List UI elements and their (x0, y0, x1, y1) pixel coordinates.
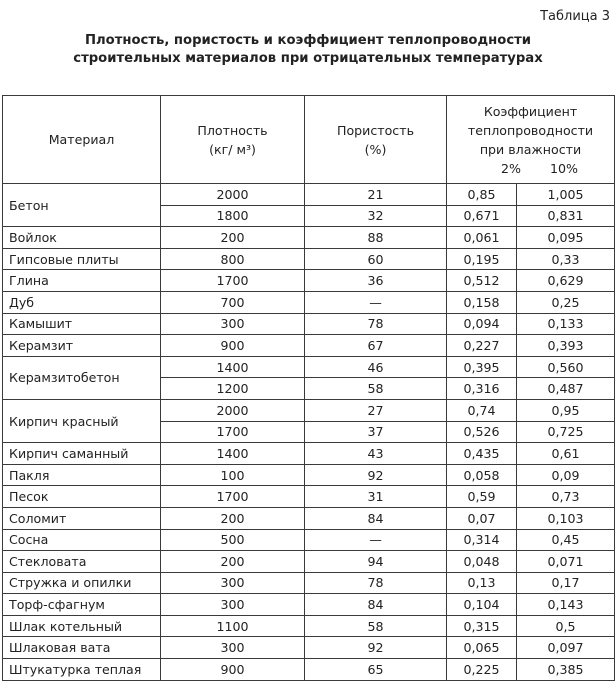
density-cell: 1800 (161, 205, 305, 227)
table-row (3, 659, 615, 681)
density-cell: 700 (161, 291, 305, 313)
density-cell: 2000 (161, 184, 305, 206)
density-cell: 900 (161, 335, 305, 357)
material-name: Камышит (3, 313, 161, 335)
coef-2-cell: 0,158 (447, 291, 517, 313)
porosity-cell: 43 (305, 443, 447, 465)
coef-2-cell: 0,104 (447, 594, 517, 616)
density-cell: 2000 (161, 399, 305, 421)
table-row (3, 507, 615, 529)
density-cell: 200 (161, 551, 305, 573)
header-humidity-10: 10% (550, 160, 579, 176)
table-row (3, 529, 615, 551)
coef-10-cell: 0,45 (517, 529, 615, 551)
density-cell: 200 (161, 507, 305, 529)
coef-10-cell: 0,61 (517, 443, 615, 465)
porosity-cell: 37 (305, 421, 447, 443)
porosity-cell: 78 (305, 572, 447, 594)
porosity-cell: 58 (305, 378, 447, 400)
header-coefficient: Коэффициент теплопроводности при влажности 2% 10% (447, 96, 615, 184)
coef-10-cell: 0,393 (517, 335, 615, 357)
porosity-cell: 21 (305, 184, 447, 206)
porosity-cell: — (305, 291, 447, 313)
coef-10-cell: 0,95 (517, 399, 615, 421)
coef-2-cell: 0,526 (447, 421, 517, 443)
table-row (3, 248, 615, 270)
coef-2-cell: 0,59 (447, 486, 517, 508)
material-name: Сосна (3, 529, 161, 551)
porosity-cell: 67 (305, 335, 447, 357)
porosity-cell: 88 (305, 227, 447, 249)
density-cell: 1100 (161, 615, 305, 637)
porosity-cell: 58 (305, 615, 447, 637)
material-name: Глина (3, 270, 161, 292)
porosity-cell: 78 (305, 313, 447, 335)
coef-10-cell: 0,385 (517, 659, 615, 681)
coef-10-cell: 0,5 (517, 615, 615, 637)
table-title (0, 32, 616, 68)
porosity-cell: 36 (305, 270, 447, 292)
density-cell: 500 (161, 529, 305, 551)
coef-10-cell: 0,17 (517, 572, 615, 594)
material-name: Гипсовые плиты (3, 248, 161, 270)
table-row (3, 615, 615, 637)
density-cell: 1400 (161, 443, 305, 465)
density-cell: 200 (161, 227, 305, 249)
material-name: Кирпич саманный (3, 443, 161, 465)
porosity-cell: 31 (305, 486, 447, 508)
header-density: Плотность (кг/ м³) (161, 96, 305, 184)
table-row (3, 291, 615, 313)
density-cell: 300 (161, 313, 305, 335)
coef-2-cell: 0,314 (447, 529, 517, 551)
coef-2-cell: 0,061 (447, 227, 517, 249)
porosity-cell: 27 (305, 399, 447, 421)
material-name: Пакля (3, 464, 161, 486)
density-cell: 900 (161, 659, 305, 681)
coef-2-cell: 0,13 (447, 572, 517, 594)
coef-2-cell: 0,74 (447, 399, 517, 421)
material-name: Керамзит (3, 335, 161, 357)
table-row (3, 227, 615, 249)
title-line-2: строительных материалов при отрицательных температурах (73, 51, 543, 66)
header-material: Материал (3, 96, 161, 184)
material-name: Бетон (3, 184, 161, 227)
density-cell: 300 (161, 594, 305, 616)
coef-2-cell: 0,512 (447, 270, 517, 292)
material-name: Песок (3, 486, 161, 508)
coef-10-cell: 0,097 (517, 637, 615, 659)
table-row (3, 486, 615, 508)
table-row (3, 594, 615, 616)
coef-2-cell: 0,671 (447, 205, 517, 227)
porosity-cell: — (305, 529, 447, 551)
porosity-cell: 65 (305, 659, 447, 681)
table-row (3, 637, 615, 659)
material-name: Соломит (3, 507, 161, 529)
material-name: Кирпич красный (3, 399, 161, 442)
porosity-cell: 60 (305, 248, 447, 270)
material-name: Керамзитобетон (3, 356, 161, 399)
header-porosity: Пористость (%) (305, 96, 447, 184)
porosity-cell: 92 (305, 464, 447, 486)
table-row (3, 313, 615, 335)
density-cell: 100 (161, 464, 305, 486)
material-name: Дуб (3, 291, 161, 313)
material-name: Шлаковая вата (3, 637, 161, 659)
header-humidity-2: 2% (501, 160, 521, 176)
table-row (3, 464, 615, 486)
materials-table (2, 95, 615, 681)
table-row (3, 356, 615, 378)
density-cell: 1200 (161, 378, 305, 400)
density-cell: 300 (161, 637, 305, 659)
coef-2-cell: 0,065 (447, 637, 517, 659)
coef-10-cell: 0,133 (517, 313, 615, 335)
coef-2-cell: 0,058 (447, 464, 517, 486)
coef-2-cell: 0,395 (447, 356, 517, 378)
density-cell: 1400 (161, 356, 305, 378)
coef-10-cell: 0,09 (517, 464, 615, 486)
coef-10-cell: 0,487 (517, 378, 615, 400)
table-body (3, 184, 615, 681)
table-row (3, 551, 615, 573)
table-row (3, 399, 615, 421)
coef-2-cell: 0,227 (447, 335, 517, 357)
coef-2-cell: 0,85 (447, 184, 517, 206)
table-number-label: Таблица 3 (540, 9, 610, 24)
density-cell: 1700 (161, 486, 305, 508)
coef-10-cell: 0,143 (517, 594, 615, 616)
coef-2-cell: 0,435 (447, 443, 517, 465)
porosity-cell: 92 (305, 637, 447, 659)
coef-10-cell: 0,25 (517, 291, 615, 313)
material-name: Штукатурка теплая (3, 659, 161, 681)
table-row (3, 335, 615, 357)
coef-2-cell: 0,195 (447, 248, 517, 270)
porosity-cell: 84 (305, 594, 447, 616)
density-cell: 800 (161, 248, 305, 270)
material-name: Войлок (3, 227, 161, 249)
coef-10-cell: 0,33 (517, 248, 615, 270)
coef-2-cell: 0,316 (447, 378, 517, 400)
table-row (3, 572, 615, 594)
coef-2-cell: 0,315 (447, 615, 517, 637)
material-name: Стекловата (3, 551, 161, 573)
material-name: Торф-сфагнум (3, 594, 161, 616)
coef-10-cell: 0,560 (517, 356, 615, 378)
density-cell: 300 (161, 572, 305, 594)
coef-10-cell: 0,071 (517, 551, 615, 573)
coef-10-cell: 0,831 (517, 205, 615, 227)
porosity-cell: 46 (305, 356, 447, 378)
table-row (3, 443, 615, 465)
table-row (3, 270, 615, 292)
porosity-cell: 32 (305, 205, 447, 227)
coef-2-cell: 0,225 (447, 659, 517, 681)
material-name: Шлак котельный (3, 615, 161, 637)
density-cell: 1700 (161, 421, 305, 443)
coef-2-cell: 0,07 (447, 507, 517, 529)
coef-2-cell: 0,094 (447, 313, 517, 335)
coef-10-cell: 0,725 (517, 421, 615, 443)
title-line-1: Плотность, пористость и коэффициент теплопроводности (84, 33, 532, 48)
coef-10-cell: 0,629 (517, 270, 615, 292)
table-row (3, 184, 615, 206)
material-name: Стружка и опилки (3, 572, 161, 594)
coef-10-cell: 0,095 (517, 227, 615, 249)
coef-2-cell: 0,048 (447, 551, 517, 573)
coef-10-cell: 1,005 (517, 184, 615, 206)
porosity-cell: 84 (305, 507, 447, 529)
density-cell: 1700 (161, 270, 305, 292)
porosity-cell: 94 (305, 551, 447, 573)
coef-10-cell: 0,73 (517, 486, 615, 508)
coef-10-cell: 0,103 (517, 507, 615, 529)
